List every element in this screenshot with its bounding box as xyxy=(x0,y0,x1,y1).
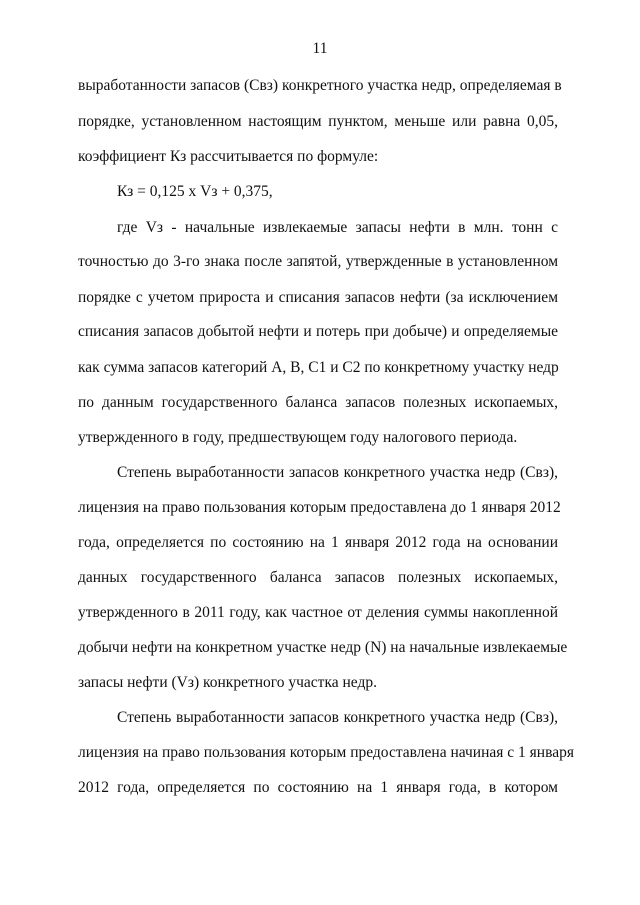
text-line: порядке, установленном настоящим пунктом, меньше или равна 0,05, xyxy=(78,113,558,130)
text-line: данных государственного баланса запасов полезных ископаемых, xyxy=(78,569,558,586)
text-line: 2012 года, определяется по состоянию на 1 января года, в котором xyxy=(78,779,558,796)
text-line: утвержденного в году, предшествующем году налогового периода. xyxy=(78,429,518,446)
text-line: лицензия на право пользования которым предоставлена начиная с 1 января xyxy=(78,744,574,761)
text-line: коэффициент Кз рассчитывается по формуле: xyxy=(78,148,379,165)
text-line: порядке с учетом прироста и списания запасов нефти (за исключением xyxy=(78,289,558,306)
formula: Кз = 0,125 х Vз + 0,375, xyxy=(117,183,273,200)
text-line: как сумма запасов категорий А, В, С1 и С2 по конкретному участку недр xyxy=(78,359,559,376)
text-line: добычи нефти на конкретном участке недр (N) на начальные извлекаемые xyxy=(78,639,568,656)
text-line: выработанности запасов (Свз) конкретного участка недр, определяемая в xyxy=(78,77,562,94)
text-line: запасы нефти (Vз) конкретного участка недр. xyxy=(78,674,377,691)
text-line: точностью до 3-го знака после запятой, утвержденные в установленном xyxy=(78,253,558,270)
text-line: где Vз - начальные извлекаемые запасы нефти в млн. тонн с xyxy=(117,219,558,236)
text-line: лицензия на право пользования которым предоставлена до 1 января 2012 xyxy=(78,499,561,516)
text-line: Степень выработанности запасов конкретного участка недр (Свз), xyxy=(117,709,558,726)
text-line: года, определяется по состоянию на 1 января 2012 года на основании xyxy=(78,534,558,551)
text-line: утвержденного в 2011 году, как частное от деления суммы накопленной xyxy=(78,604,558,621)
text-line: по данным государственного баланса запасов полезных ископаемых, xyxy=(78,394,558,411)
page-number: 11 xyxy=(312,40,328,57)
text-line: Степень выработанности запасов конкретного участка недр (Свз), xyxy=(117,464,558,481)
text-line: списания запасов добытой нефти и потерь при добыче) и определяемые xyxy=(78,323,558,340)
